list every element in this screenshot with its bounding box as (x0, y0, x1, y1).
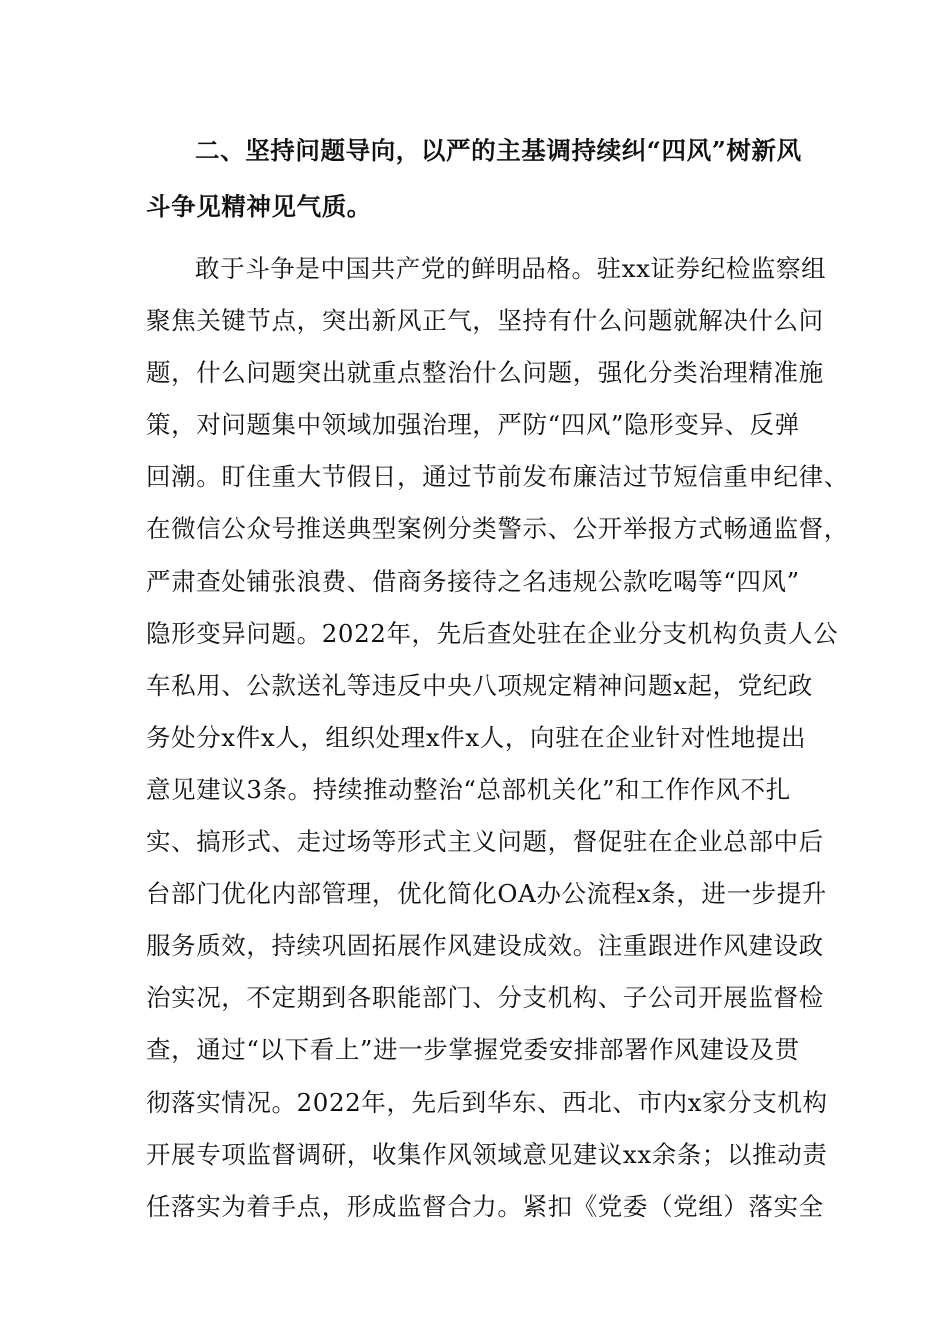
paragraph-line: 车私用、公款送礼等违反中央八项规定精神问题x起，党纪政 (146, 670, 814, 700)
paragraph-line: 回潮。盯住重大节假日，通过节前发布廉洁过节短信重申纪律、 (146, 462, 849, 492)
paragraph-line: 策，对问题集中领域加强治理，严防“四风”隐形变异、反弹 (146, 410, 800, 440)
heading-line: 二、坚持问题导向，以严的主基调持续纠“四风”树新风 (195, 136, 802, 165)
paragraph-line: 题，什么问题突出就重点整治什么问题，强化分类治理精准施 (146, 358, 824, 388)
paragraph-line: 隐形变异问题。2022年，先后查处驻在企业分支机构负责人公 (146, 618, 839, 648)
paragraph-line: 任落实为着手点，形成监督合力。紧扣《党委（党组）落实全 (146, 1191, 824, 1221)
paragraph-line: 彻落实情况。2022年，先后到华东、西北、市内x家分支机构 (146, 1087, 828, 1117)
paragraph-line: 务处分x件x人，组织处理x件x人，向驻在企业针对性地提出 (146, 722, 807, 752)
paragraph-line: 在微信公众号推送典型案例分类警示、公开举报方式畅通监督， (146, 514, 849, 544)
paragraph-line: 意见建议3条。持续推动整治“总部机关化”和工作作风不扎 (146, 774, 791, 804)
paragraph-line: 敢于斗争是中国共产党的鲜明品格。驻xx证券纪检监察组 (195, 254, 827, 283)
section-heading (146, 123, 806, 235)
paragraph-line: 查，通过“以下看上”进一步掌握党委安排部署作风建设及贯 (146, 1035, 800, 1065)
paragraph-line: 聚焦关键节点，突出新风正气，坚持有什么问题就解决什么问 (146, 306, 824, 336)
paragraph-line: 实、搞形式、走过场等形式主义问题，督促驻在企业总部中后 (146, 827, 824, 857)
heading-line: 斗争见精神见气质。 (146, 192, 372, 221)
body-paragraph (146, 243, 849, 1233)
paragraph-line: 服务质效，持续巩固拓展作风建设成效。注重跟进作风建设政 (146, 931, 824, 961)
paragraph-line: 严肃查处铺张浪费、借商务接待之名违规公款吃喝等“四风” (146, 566, 800, 596)
paragraph-line: 台部门优化内部管理，优化简化OA办公流程x条，进一步提升 (146, 879, 827, 909)
paragraph-line: 治实况，不定期到各职能部门、分支机构、子公司开展监督检 (146, 983, 824, 1013)
paragraph-line: 开展专项监督调研，收集作风领域意见建议xx余条；以推动责 (146, 1139, 828, 1169)
